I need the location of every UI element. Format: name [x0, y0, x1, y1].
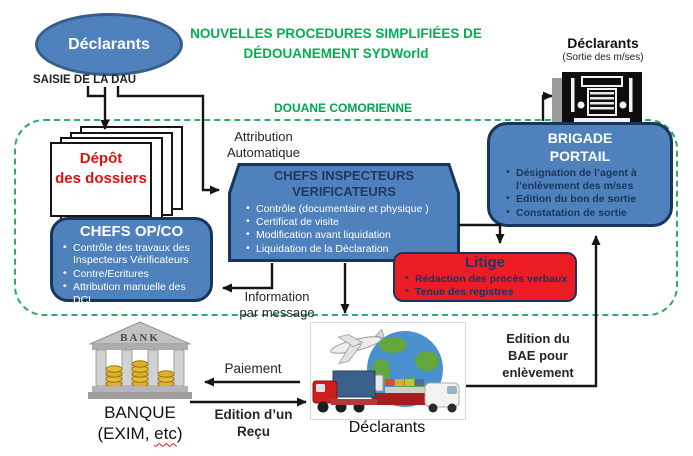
edition-recu-line2: Reçu	[236, 423, 270, 439]
litige-box	[393, 252, 577, 302]
transport-globe-drawing	[311, 323, 463, 417]
chefs-opco-title: CHEFS OP/CO	[79, 223, 184, 240]
brigade-bullet: • Constatation de sortie	[505, 207, 666, 219]
edition-recu-line1: Edition d’un	[214, 407, 293, 422]
brigade-bullet: • Edition du bon de sortie	[505, 193, 666, 205]
brigade-bullet: • Désignation de l’agent à l’enlèvement des m/ses	[505, 167, 666, 192]
litige-title: Litige	[465, 254, 505, 271]
brigade-title-line2: PORTAIL	[549, 148, 611, 165]
edition-bae-label	[487, 331, 589, 382]
saisie-dau-label: SAISIE DE LA DAU	[33, 74, 137, 86]
chefs-inspecteurs-bullet: • Modification avant liquidation	[245, 229, 456, 241]
banque-sub-post: )	[176, 424, 183, 444]
ship-shape	[369, 375, 433, 405]
edition-bae-line1: Edition du	[506, 331, 570, 346]
brigade-title-line1: BRIGADE	[547, 130, 613, 146]
banque-sub-etc: etc	[154, 424, 177, 444]
page-title-line2: DÉDOUANEMENT SYDWorld	[243, 45, 429, 61]
chefs-inspecteurs-bullets	[236, 203, 460, 256]
chefs-inspecteurs-bullet: • Contrôle (documentaire et physique )	[245, 203, 456, 215]
edition-recu-label	[196, 407, 311, 441]
information-line1: Information	[244, 289, 310, 304]
chefs-inspecteurs-content	[228, 163, 460, 255]
page-title-line1: NOUVELLES PROCEDURES SIMPLIFIÉES DE	[190, 26, 482, 41]
chefs-inspecteurs-title-line1: CHEFS INSPECTEURS	[273, 168, 415, 183]
edition-bae-line2: BAE pour	[508, 347, 568, 363]
declarants-exit-title: Déclarants	[567, 35, 639, 51]
connector-saisie-bracket	[88, 86, 105, 96]
chefs-inspecteurs-bullet: • Certificat de visite	[245, 216, 456, 228]
chefs-opco-bullet: • Contre/Ecritures	[62, 268, 206, 280]
transport-globe-icon	[310, 322, 466, 420]
banque-sub-line	[78, 423, 202, 444]
edition-bae-line3: enlèvement	[502, 364, 574, 380]
attribution-line2: Automatique	[227, 145, 300, 161]
brigade-bullets	[496, 167, 670, 219]
information-par-message-label	[212, 289, 342, 322]
coin-stacks	[106, 361, 174, 387]
paiement-label: Paiement	[224, 361, 282, 376]
arrow-brigade-to-truck	[543, 96, 552, 121]
douane-zone-label: DOUANE COMORIENNE	[273, 101, 412, 115]
chefs-opco-bullet: • Attribution manuelle des DCL	[62, 281, 206, 306]
declarants-exit-subtitle: (Sortie des m/ses)	[562, 52, 644, 63]
banque-sub-pre: (EXIM,	[97, 424, 155, 444]
chefs-inspecteurs-title-line2: VERIFICATEURS	[292, 184, 396, 200]
banque-label	[78, 402, 202, 445]
declarants-bottom-label: Déclarants	[348, 419, 426, 436]
chefs-inspecteurs-box	[228, 163, 460, 262]
red-truck-shape	[313, 371, 377, 413]
van-shape	[425, 383, 459, 413]
brigade-portail-box	[487, 122, 673, 227]
information-line2: par message	[239, 305, 315, 321]
bank-sign-text: BANK	[120, 332, 160, 344]
declarants-ellipse-label: Déclarants	[68, 35, 150, 53]
banque-name-line: BANQUE	[104, 403, 176, 422]
bank-drawing	[86, 320, 194, 402]
litige-bullet: • Tenue des registres	[404, 286, 571, 298]
depot-line2: des dossiers	[55, 170, 147, 188]
chefs-inspecteurs-bullet: • Liquidation de la Déclaration	[245, 243, 456, 255]
page-title	[186, 24, 486, 63]
bank-icon	[86, 320, 194, 402]
depot-dossiers-document	[50, 142, 152, 217]
declarants-exit-block	[548, 35, 658, 63]
litige-bullet: • Rédaction des procès verbaux	[404, 273, 571, 285]
declarants-ellipse	[35, 13, 183, 76]
attribution-automatique-label	[206, 129, 321, 162]
chefs-opco-bullets	[53, 242, 210, 306]
litige-bullets	[395, 273, 575, 299]
depot-line1: Dépôt	[79, 150, 123, 167]
chefs-opco-bullet: • Contrôle des travaux des Inspecteurs Vérificateurs	[62, 242, 206, 267]
chefs-opco-box	[50, 217, 213, 306]
attribution-line1: Attribution	[234, 129, 293, 144]
